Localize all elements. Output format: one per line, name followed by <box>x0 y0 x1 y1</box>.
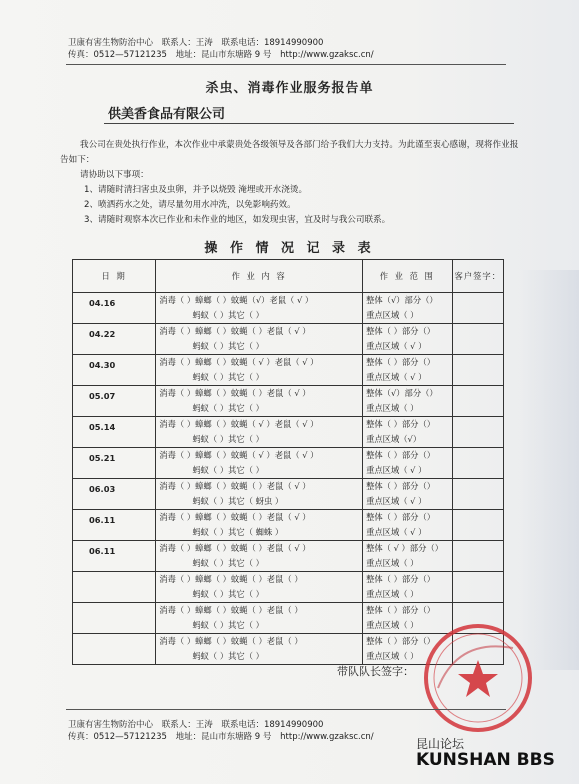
table-row <box>73 448 504 479</box>
row-content <box>156 572 363 603</box>
row-customer-sign <box>452 293 503 324</box>
row-content <box>156 634 363 665</box>
table-row <box>73 510 504 541</box>
row-range-line2: 重点区域（√） <box>366 434 422 444</box>
row-range <box>363 417 452 448</box>
row-range-line1: 整体（ ）部分（） <box>366 481 436 491</box>
row-range-line1: 整体（ √ ）部分（） <box>366 543 443 553</box>
row-content <box>156 386 363 417</box>
row-range <box>363 386 452 417</box>
row-content-line2: 蚂蚁（ ）其它（ 蜘蛛 ） <box>192 527 284 537</box>
row-date <box>73 603 156 634</box>
row-range-line2: 重点区域（ ） <box>366 558 419 568</box>
row-content-line1: 消毒（ ）蟑螂（ ）蚊蝇（ ）老鼠（ √ ） <box>159 512 311 522</box>
row-content-line1: 消毒（ ）蟑螂（ ）蚊蝇（ ）老鼠（ √ ） <box>159 326 311 336</box>
row-date <box>73 634 156 665</box>
table-row <box>73 386 504 417</box>
footer-line-2 <box>68 731 380 743</box>
leader-signature-label: 带队队长签字： <box>337 665 414 678</box>
row-content-line2: 蚂蚁（ ）其它（ ） <box>192 589 264 599</box>
row-content-line2: 蚂蚁（ ）其它（ 蚜虫 ） <box>192 496 284 506</box>
table-title: 操 作 情 况 记 录 表 <box>204 241 375 256</box>
header-website: http://www.gzaksc.cn/ <box>280 50 374 60</box>
row-range-line1: 整体（ ）部分（） <box>366 574 436 584</box>
row-range <box>363 479 452 510</box>
row-range-line2: 重点区域（ √ ） <box>366 527 427 537</box>
watermark-cn: 昆山论坛 <box>416 737 465 751</box>
row-content-line1: 消毒（ ）蟑螂（ ）蚊蝇（ ）老鼠（ ） <box>159 605 303 615</box>
header-sign: 客户签字： <box>452 260 503 293</box>
row-customer-sign <box>452 479 503 510</box>
row-range-line2: 重点区域（ ） <box>366 620 419 630</box>
row-content-line1: 消毒（ ）蟑螂（ ）蚊蝇（ √ ）老鼠（ √ ） <box>159 419 319 429</box>
row-content-line1: 消毒（ ）蟑螂（ ）蚊蝇（ √ ）老鼠（ √ ） <box>159 357 319 367</box>
row-date: 04.16 <box>73 293 156 324</box>
request-intro: 请协助以下事项： <box>80 170 149 180</box>
request-item: 2、喷洒药水之处，请尽量勿用水冲洗，以免影响药效。 <box>84 200 296 210</box>
table-row <box>73 479 504 510</box>
row-content-line1: 消毒（ ）蟑螂（ ）蚊蝇（ ）老鼠（ √ ） <box>159 388 311 398</box>
report-title: 杀虫、消毒作业服务报告单 <box>205 81 374 96</box>
footer-org: 卫康有害生物防治中心 <box>68 720 154 730</box>
footer-line-1 <box>68 719 329 731</box>
header-contact: 联系人：王涛 <box>161 38 213 48</box>
row-content-line2: 蚂蚁（ ）其它（ ） <box>192 341 264 351</box>
scan-shadow <box>520 270 579 670</box>
header-line-2 <box>68 49 380 61</box>
company-seal-stamp <box>418 618 538 738</box>
table-row <box>73 355 504 386</box>
row-range-line2: 重点区域（ ） <box>366 651 419 661</box>
row-content-line1: 消毒（ ）蟑螂（ ）蚊蝇（√）老鼠（ √ ） <box>159 295 314 305</box>
row-content-line2: 蚂蚁（ ）其它（ ） <box>192 651 264 661</box>
row-content-line2: 蚂蚁（ ）其它（ ） <box>192 620 264 630</box>
row-date: 05.21 <box>73 448 156 479</box>
table-row <box>73 417 504 448</box>
row-range-line1: 整体（ ）部分（） <box>366 326 436 336</box>
row-customer-sign <box>452 355 503 386</box>
header-line-1 <box>68 37 329 49</box>
row-content <box>156 293 363 324</box>
row-range <box>363 510 452 541</box>
request-item: 1、请随时清扫害虫及虫卵，并予以烧毁 淹埋或开水浇烫。 <box>84 185 308 195</box>
row-date: 06.11 <box>73 541 156 572</box>
row-range-line2: 重点区域（ √ ） <box>366 372 427 382</box>
row-range <box>363 355 452 386</box>
header-phone: 联系电话：18914990900 <box>221 38 324 48</box>
row-content <box>156 510 363 541</box>
row-content <box>156 541 363 572</box>
row-range-line1: 整体（√）部分（） <box>366 388 438 398</box>
request-item: 3、请随时观察本次已作业和未作业的地区，如发现虫害，宜及时与我公司联系。 <box>84 215 391 225</box>
row-content-line2: 蚂蚁（ ）其它（ ） <box>192 403 264 413</box>
header-range: 作 业 范 围 <box>363 260 452 293</box>
row-date <box>73 572 156 603</box>
row-range-line2: 重点区域（ √ ） <box>366 496 427 506</box>
row-content-line1: 消毒（ ）蟑螂（ ）蚊蝇（ ）老鼠（ √ ） <box>159 481 311 491</box>
row-content-line2: 蚂蚁（ ）其它（ ） <box>192 372 264 382</box>
table-row <box>73 293 504 324</box>
row-content-line1: 消毒（ ）蟑螂（ ）蚊蝇（ ）老鼠（ √ ） <box>159 543 311 553</box>
row-range-line1: 整体（ ）部分（） <box>366 450 436 460</box>
header-address: 地址：昆山市东塘路 9 号 <box>175 50 272 60</box>
row-date: 05.07 <box>73 386 156 417</box>
row-range-line1: 整体（ ）部分（） <box>366 512 436 522</box>
row-range <box>363 324 452 355</box>
row-content-line1: 消毒（ ）蟑螂（ ）蚊蝇（ ）老鼠（ ） <box>159 574 303 584</box>
operation-record-table <box>72 259 504 665</box>
footer-phone: 联系电话：18914990900 <box>221 720 324 730</box>
row-range-line1: 整体（ ）部分（） <box>366 419 436 429</box>
table-header-row <box>73 260 504 293</box>
row-range <box>363 293 452 324</box>
row-range <box>363 541 452 572</box>
row-range-line1: 整体（√）部分（） <box>366 295 438 305</box>
row-range-line1: 整体（ ）部分（） <box>366 636 436 646</box>
table-row <box>73 541 504 572</box>
footer-fax: 传真：0512—57121235 <box>68 732 167 742</box>
row-range-line2: 重点区域（ √ ） <box>366 465 427 475</box>
row-date: 04.22 <box>73 324 156 355</box>
header-org: 卫康有害生物防治中心 <box>68 38 154 48</box>
table-row <box>73 572 504 603</box>
row-content <box>156 448 363 479</box>
row-content-line2: 蚂蚁（ ）其它（ ） <box>192 558 264 568</box>
footer-contact: 联系人：王涛 <box>161 720 213 730</box>
row-content <box>156 417 363 448</box>
row-customer-sign <box>452 417 503 448</box>
row-date: 06.03 <box>73 479 156 510</box>
header-content: 作 业 内 容 <box>156 260 363 293</box>
row-date: 04.30 <box>73 355 156 386</box>
header-fax: 传真：0512—57121235 <box>68 50 167 60</box>
row-range <box>363 448 452 479</box>
header-date: 日 期 <box>73 260 156 293</box>
row-range-line2: 重点区域（ √ ） <box>366 341 427 351</box>
row-range-line2: 重点区域（ ） <box>366 310 419 320</box>
company-underline <box>104 123 514 124</box>
row-date: 05.14 <box>73 417 156 448</box>
row-customer-sign <box>452 541 503 572</box>
report-body <box>60 138 520 228</box>
row-content <box>156 324 363 355</box>
row-range-line1: 整体（ ）部分（） <box>366 357 436 367</box>
row-date: 06.11 <box>73 510 156 541</box>
company-name: 供美香食品有限公司 <box>108 107 226 122</box>
row-content-line1: 消毒（ ）蟑螂（ ）蚊蝇（ √ ）老鼠（ √ ） <box>159 450 319 460</box>
row-customer-sign <box>452 448 503 479</box>
row-range <box>363 572 452 603</box>
row-range-line2: 重点区域（ ） <box>366 403 419 413</box>
intro-paragraph: 我公司在贵处执行作业，本次作业中承蒙贵处各级领导及各部门给予我们大力支持。为此谨至衷心感谢，现将作业报告如下： <box>60 140 519 165</box>
footer-website: http://www.gzaksc.cn/ <box>280 732 374 742</box>
table-row <box>73 324 504 355</box>
row-customer-sign <box>452 386 503 417</box>
row-customer-sign <box>452 572 503 603</box>
row-customer-sign <box>452 510 503 541</box>
row-content-line1: 消毒（ ）蟑螂（ ）蚊蝇（ ）老鼠（ ） <box>159 636 303 646</box>
row-content <box>156 479 363 510</box>
row-range-line2: 重点区域（ ） <box>366 589 419 599</box>
row-content-line2: 蚂蚁（ ）其它（ ） <box>192 310 264 320</box>
row-content-line2: 蚂蚁（ ）其它（ ） <box>192 465 264 475</box>
footer-address: 地址：昆山市东塘路 9 号 <box>175 732 272 742</box>
row-customer-sign <box>452 324 503 355</box>
watermark-en: KUNSHAN BBS <box>416 750 555 770</box>
header-rule <box>66 64 506 65</box>
row-content <box>156 603 363 634</box>
row-content-line2: 蚂蚁（ ）其它（ ） <box>192 434 264 444</box>
footer-rule <box>66 709 506 710</box>
row-content <box>156 355 363 386</box>
row-range-line1: 整体（ ）部分（） <box>366 605 436 615</box>
